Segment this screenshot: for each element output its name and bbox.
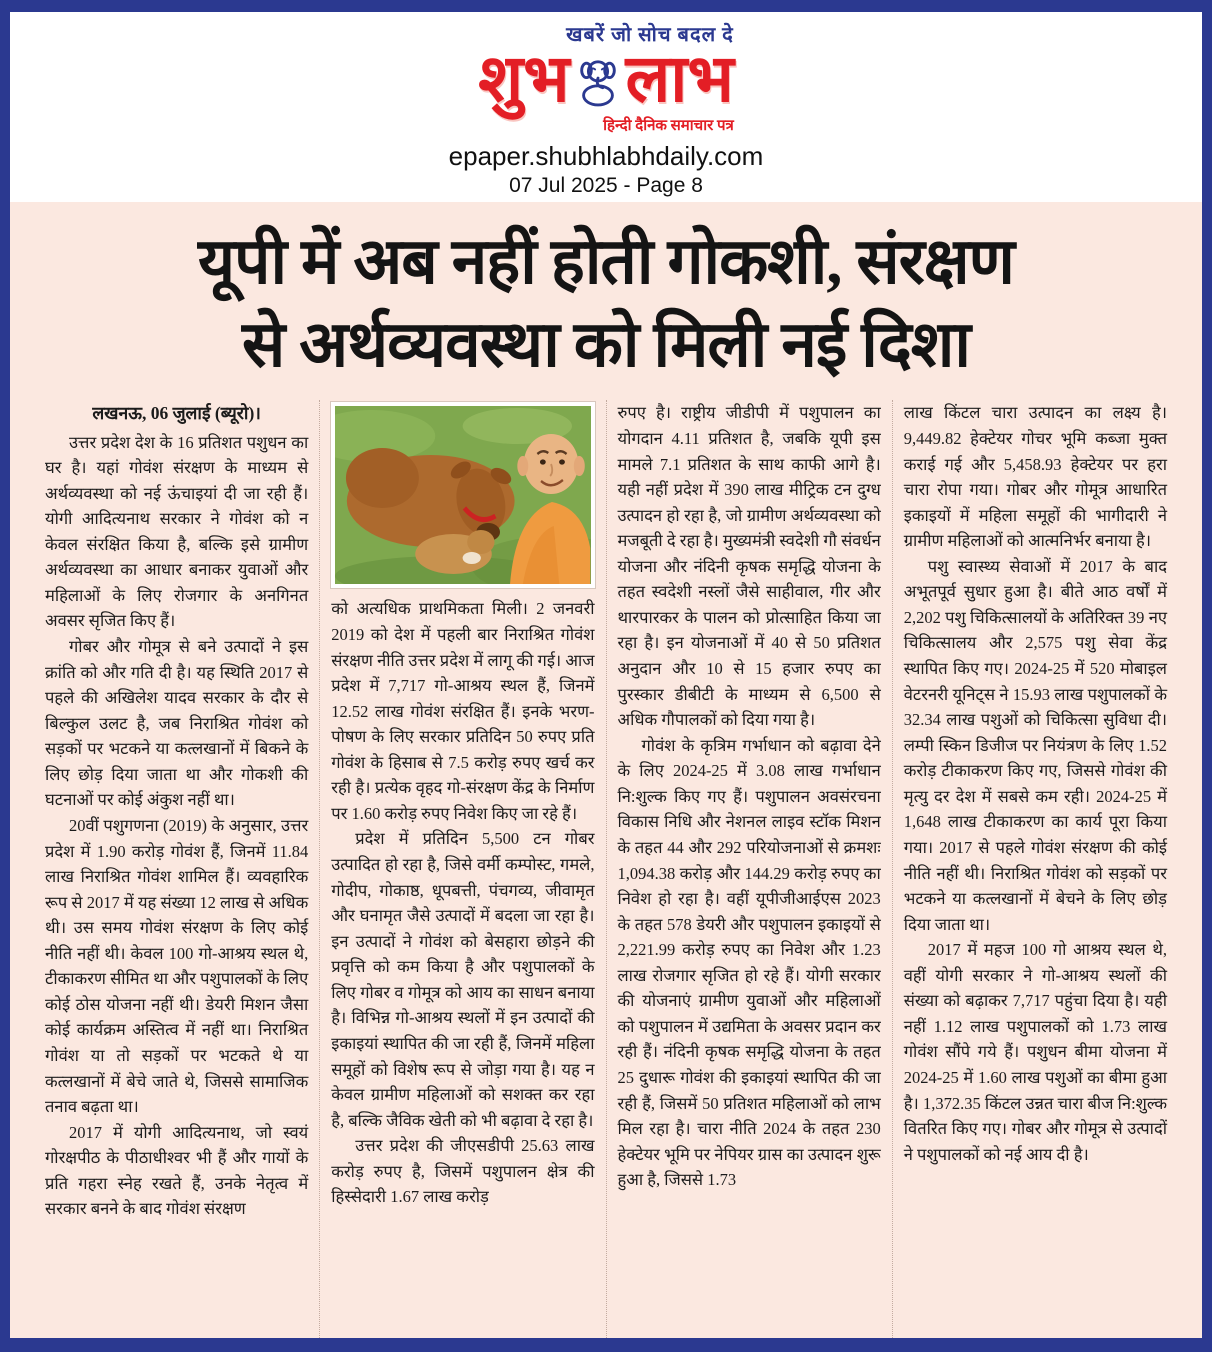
article-area bbox=[10, 202, 1202, 1338]
body-paragraph: 2017 में योगी आदित्यनाथ, जो स्वयं गोरक्षपीठ के पीठाधीश्वर भी हैं और गायों के प्रति गहरा स्नेह रखते हैं, उनके नेतृत्व में सरकार बनने के बाद गोवंश संरक्षण bbox=[45, 1122, 309, 1219]
newspaper-logo bbox=[478, 43, 734, 116]
headline-line-1: यूपी में अब नहीं होती गोकशी, संरक्षण bbox=[198, 226, 1014, 297]
masthead-tagline: खबरें जो सोच बदल दे bbox=[566, 24, 734, 46]
article-column-4 bbox=[892, 400, 1178, 1338]
body-paragraph: पशु स्वास्थ्य सेवाओं में 2017 के बाद अभूतपूर्व सुधार हुआ है। बीते आठ वर्षों में 2,202 पशु चिकित्सालयों के अतिरिक्त 39 नए चिकित्सालय और 2,575 पशु सेवा केंद्र स्थापित किए गए। 2024-25 में 520 मोबाइल वेटरनरी यूनिट्स ने 15.93 लाख पशुपालकों के 32.34 लाख पशुओं को चिकित्सा सुविधा दी। लम्पी स्किन डिजीज पर नियंत्रण के लिए 1.52 करोड़ टीकाकरण किए गए, जिससे गोवंश की मृत्यु दर देश में सबसे कम रही। 2024-25 में 1,648 लाख टीकाकरण का कार्य पूरा किया गया। 2017 से पहले गोवंश संरक्षण की कोई नीति नहीं थी। निराश्रित गोवंश को सड़कों पर भटकने या कत्लखानों में बेचने के लिए छोड़ दिया जाता था। bbox=[903, 556, 1167, 934]
yogi-with-cow-photo bbox=[331, 402, 594, 588]
date-page-line: 07 Jul 2025 - Page 8 bbox=[509, 174, 703, 197]
body-paragraph: प्रदेश में प्रतिदिन 5,500 टन गोबर उत्पादित हो रहा है, जिसे वर्मी कम्पोस्ट, गमले, गोदीप, गोकाष्ठ, धूपबत्ती, पंचगव्य, जीवामृत और घनामृत जैसे उत्पादों में बदला जा रहा है। इन उत्पादों ने गोवंश को बेसहारा छोड़ने की प्रवृत्ति को कम किया है और पशुपालकों के लिए गोबर व गोमूत्र को आय का साधन बनाया है। विभिन्न गो-आश्रय स्थलों में इन उत्पादों की इकाइयां स्थापित की जा रही हैं, जिनमें महिला समूहों को विशेष रूप से जोड़ा गया है। यह न केवल ग्रामीण महिलाओं को सशक्त कर रहा है, बल्कि जैविक खेती को भी बढ़ावा दे रहा है। bbox=[331, 829, 595, 1130]
epaper-url: epaper.shubhlabhdaily.com bbox=[448, 141, 764, 171]
masthead bbox=[468, 18, 744, 135]
masthead-subtitle: हिन्दी दैनिक समाचार पत्र bbox=[603, 118, 734, 134]
yogi-with-cow-photo-illustration bbox=[335, 406, 590, 584]
body-paragraph: को अत्यधिक प्राथमिकता मिली। 2 जनवरी 2019 को देश में पहली बार निराश्रित गोवंश संरक्षण नीति उत्तर प्रदेश में लागू की गई। आज प्रदेश में 7,717 गो-आश्रय स्थल हैं, जिनमें 12.52 लाख गोवंश संरक्षित हैं। इनके भरण-पोषण के लिए सरकार प्रतिदिन 50 रुपए प्रति गोवंश के हिसाब से 7.5 करोड़ रुपए खर्च कर रही है। प्रत्येक वृहद गो-संरक्षण केंद्र के निर्माण पर 1.60 करोड़ रुपए निवेश किए जा रहे हैं। bbox=[331, 599, 595, 823]
article-columns bbox=[34, 400, 1178, 1338]
logo-word-labh: लाभ bbox=[625, 43, 734, 116]
body-paragraph: लाख किंटल चारा उत्पादन का लक्ष्य है। 9,449.82 हेक्टेयर गोचर भूमि कब्जा मुक्त कराई गई और 5,458.93 हेक्टेयर पर हरा चारा रोपा गया। गोबर और गोमूत्र आधारित इकाइयों में महिला समूहों की भागीदारी ने ग्रामीण महिलाओं को आत्मनिर्भर बनाया है। bbox=[903, 403, 1167, 551]
masthead-header bbox=[10, 12, 1202, 202]
body-paragraph: 2017 में महज 100 गो आश्रय स्थल थे, वहीं योगी सरकार ने गो-आश्रय स्थलों की संख्या को बढ़ाकर 7,717 पहुंचा दिया है। यही नहीं 1.12 लाख पशुपालकों को 1.73 लाख गोवंश सौंपे गये हैं। पशुधन बीमा योजना में 2024-25 में 1.60 लाख पशुओं का बीमा हुआ है। 1,372.35 किंटल उन्नत चारा बीज नि:शुल्क वितरित किए गए। गोबर और गोमूत्र से उत्पादों ने पशुपालकों को नई आय दी है। bbox=[903, 940, 1167, 1164]
body-paragraph: गोबर और गोमूत्र से बने उत्पादों ने इस क्रांति को और गति दी है। यह स्थिति 2017 से पहले की अखिलेश यादव सरकार के दौर से बिल्कुल उलट है, जब निराश्रित गोवंश को सड़कों पर भटकने या कत्लखानों में बिकने के लिए छोड़ दिया जाता था और गोकशी की घटनाओं पर कोई अंकुश नहीं था। bbox=[45, 637, 309, 810]
ganesh-icon bbox=[574, 51, 622, 109]
body-paragraph: रुपए है। राष्ट्रीय जीडीपी में पशुपालन का योगदान 4.11 प्रतिशत है, जबकि यूपी इस मामले 7.1 प्रतिशत के साथ काफी आगे है। यही नहीं प्रदेश में 390 लाख मीट्रिक टन दुग्ध उत्पादन हो रहा है, जो ग्रामीण अर्थव्यवस्था को मजबूती दे रहा है। मुख्यमंत्री स्वदेशी गौ संवर्धन योजना और नंदिनी कृषक समृद्धि योजना के तहत स्वदेशी नस्लों जैसे साहीवाल, गीर और थारपारकर के पालन को प्रोत्साहित किया जा रहा है। इन योजनाओं में 40 से 50 प्रतिशत अनुदान और 10 से 15 हजार रुपए का पुरस्कार डीबीटी के माध्यम से 6,500 से अधिक गौपालकों को दिया गया है। bbox=[617, 403, 881, 730]
article-headline bbox=[34, 220, 1178, 386]
headline-line-2: से अर्थव्यवस्था को मिली नई दिशा bbox=[242, 309, 970, 381]
article-column-1 bbox=[34, 400, 319, 1338]
logo-word-shubh: शुभ bbox=[478, 43, 570, 116]
article-column-3 bbox=[606, 400, 892, 1338]
article-column-2 bbox=[319, 400, 605, 1338]
body-paragraph: 20वीं पशुगणना (2019) के अनुसार, उत्तर प्रदेश में 1.90 करोड़ गोवंश हैं, जिनमें 11.84 लाख निराश्रित गोवंश शामिल हैं। व्यवहारिक रूप से 2017 में यह संख्या 12 लाख से अधिक थी। उस समय गोवंश संरक्षण के लिए कोई नीति नहीं थी। केवल 100 गो-आश्रय स्थल थे, टीकाकरण सीमित था और पशुपालकों के लिए कोई ठोस योजना नहीं थी। डेयरी मिशन जैसा कोई कार्यक्रम अस्तित्व में नहीं था। निराश्रित गोवंश या तो सड़कों पर भटकते थे या कत्लखानों में बेचे जाते थे, जिससे सामाजिक तनाव बढ़ता था। bbox=[45, 815, 309, 1117]
body-paragraph: उत्तर प्रदेश की जीएसडीपी 25.63 लाख करोड़ रुपए है, जिसमें पशुपालन क्षेत्र की हिस्सेदारी 1.67 लाख करोड़ bbox=[331, 1136, 595, 1207]
body-paragraph: गोवंश के कृत्रिम गर्भाधान को बढ़ावा देने के लिए 2024-25 में 3.08 लाख गर्भाधान नि:शुल्क किए गए हैं। पशुपालन अवसंरचना विकास निधि और नेशनल लाइव स्टॉक मिशन के तहत 44 और 292 परियोजनाओं से क्रमशः 1,094.38 करोड़ और 144.29 करोड़ रुपए का निवेश हो रहा है। वहीं यूपीजीआईएस 2023 के तहत 578 डेयरी और पशुपालन इकाइयों से 2,221.99 करोड़ रुपए का निवेश और 1.23 लाख रोजगार सृजित हो रहे हैं। योगी सरकार की योजनाएं ग्रामीण युवाओं और महिलाओं को पशुपालन में उद्यमिता के अवसर प्रदान कर रही हैं। नंदिनी कृषक समृद्धि योजना के तहत 25 दुधारू गोवंश की इकाइयां स्थापित की जा रही हैं, जिसमें 50 प्रतिशत महिलाओं को लाभ मिल रहा है। चारा नीति 2024 के तहत 230 हेक्टेयर भूमि पर नेपियर ग्रास का उत्पादन शुरू हुआ है, जिससे 1.73 bbox=[617, 735, 881, 1190]
dateline: लखनऊ, 06 जुलाई (ब्यूरो)। bbox=[92, 403, 261, 424]
body-paragraph: उत्तर प्रदेश देश के 16 प्रतिशत पशुधन का घर है। यहां गोवंश संरक्षण के माध्यम से अर्थव्यवस्था को नई ऊंचाइयां दी जा रही हैं। योगी आदित्यनाथ सरकार ने गोवंश को न केवल संरक्षित किया है, बल्कि इसे ग्रामीण अर्थव्यवस्था का आधार बनाकर युवाओं और महिलाओं के लिए रोजगार के अनगिनत अवसर सृजित किए हैं। bbox=[45, 432, 309, 631]
